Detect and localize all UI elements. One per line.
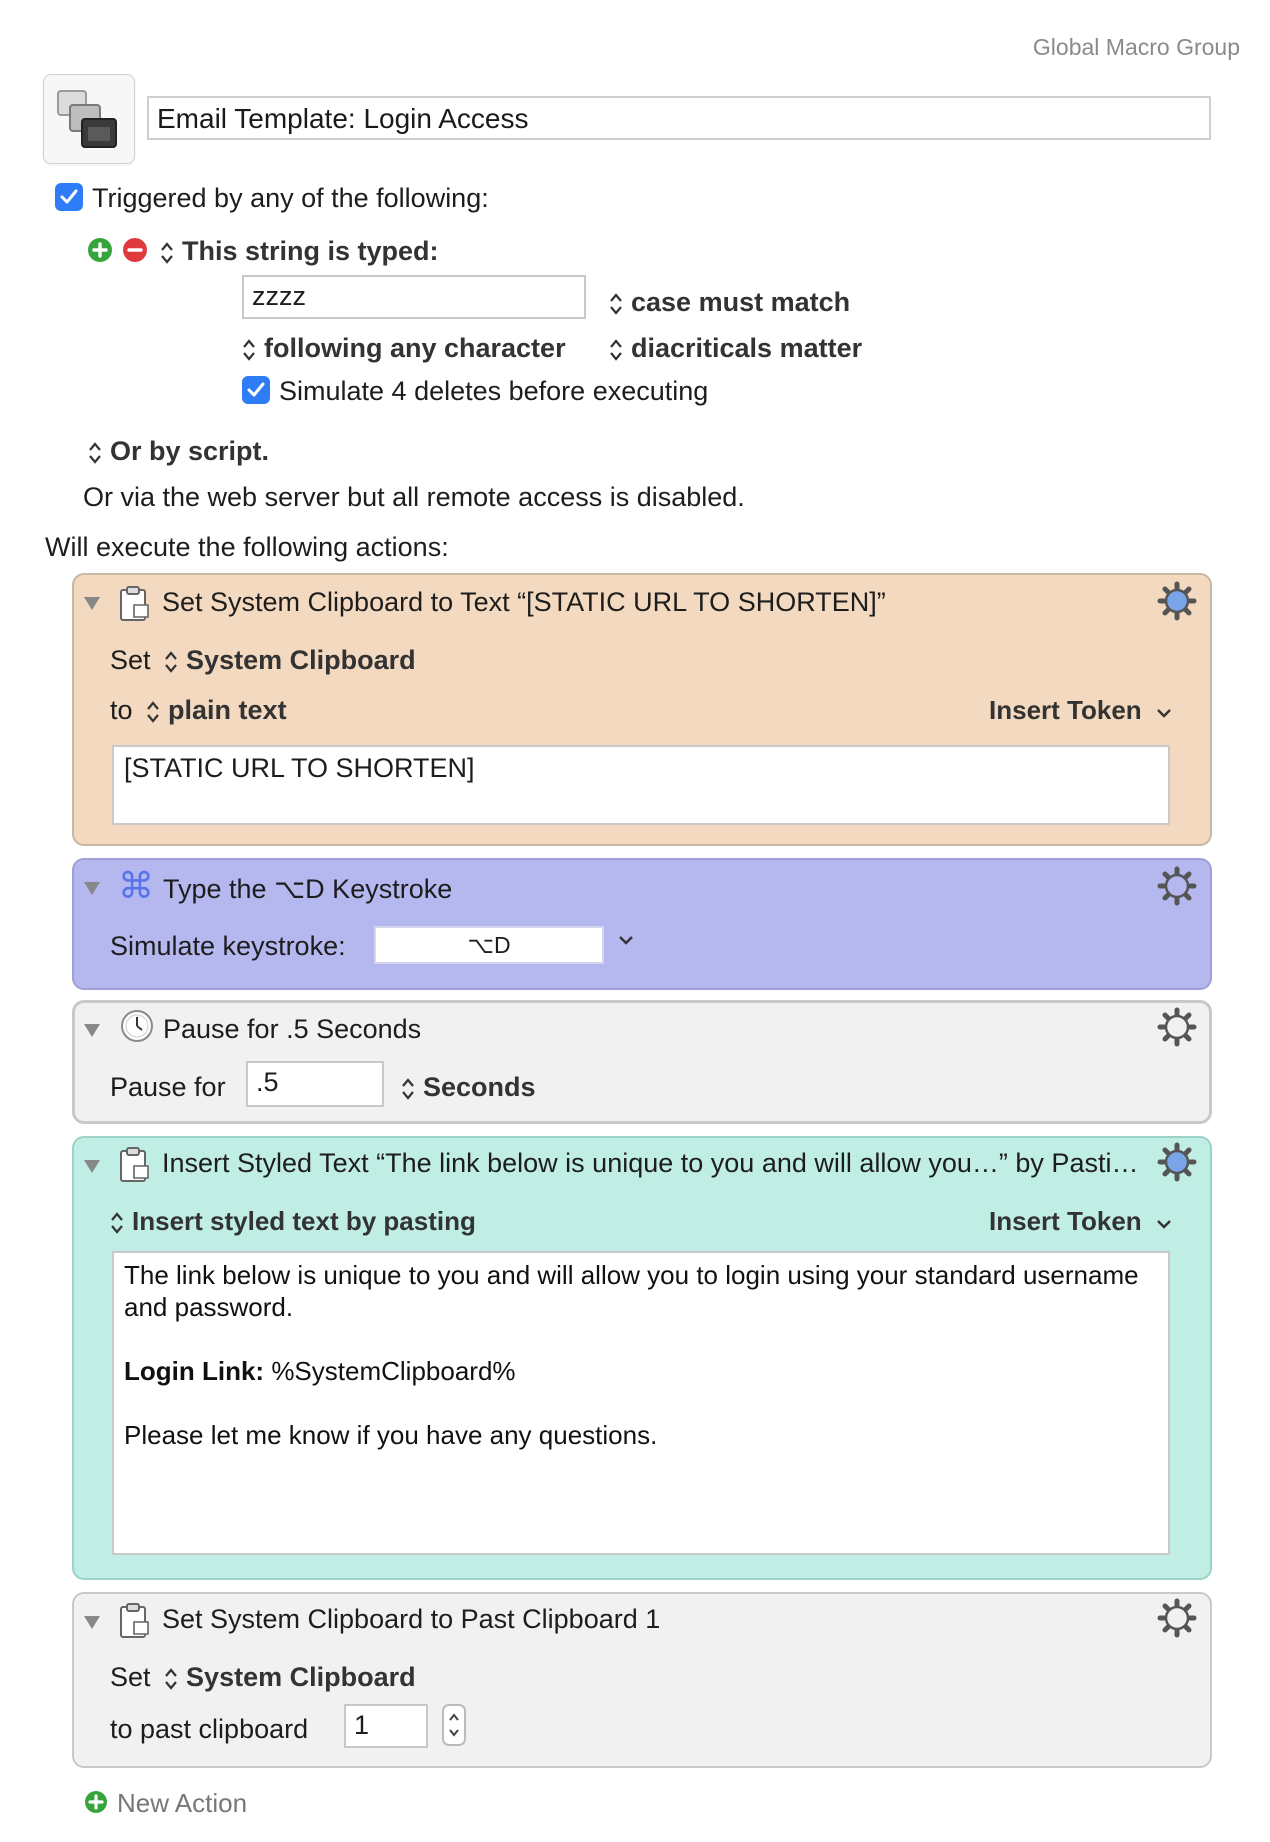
gear-icon[interactable]	[1157, 1007, 1197, 1047]
gear-icon[interactable]	[1157, 1142, 1197, 1182]
index-stepper[interactable]	[442, 1704, 466, 1746]
clipboard-icon	[118, 585, 150, 623]
simulate-deletes-label: Simulate 4 deletes before executing	[279, 376, 709, 406]
clipboard-target-label: System Clipboard	[186, 645, 416, 675]
typed-string-field[interactable]: zzzz	[242, 275, 586, 319]
stepper-icon	[242, 338, 256, 362]
clipboard-target-popup[interactable]	[164, 1662, 416, 1692]
keystroke-field[interactable]: ⌥D	[374, 926, 604, 964]
paste-mode-label: Insert styled text by pasting	[132, 1206, 476, 1236]
disclosure-triangle-icon[interactable]	[84, 597, 100, 610]
macro-windows-icon[interactable]	[43, 74, 135, 164]
command-icon: ⌘	[118, 865, 154, 906]
macro-group-label: Global Macro Group	[1032, 34, 1240, 60]
diacriticals-option-popup[interactable]	[609, 333, 862, 364]
disclosure-triangle-icon[interactable]	[84, 1616, 100, 1629]
gear-icon[interactable]	[1157, 866, 1197, 906]
remove-trigger-icon[interactable]	[122, 237, 148, 263]
styled-text-line: The link below is unique to you and will allow you to login using your standard username and password.	[124, 1260, 1139, 1322]
text-format-popup[interactable]	[146, 695, 287, 725]
action-insert-styled-text[interactable]	[72, 1136, 1212, 1580]
trigger-type-label: This string is typed:	[182, 236, 439, 266]
diacriticals-option-label: diacriticals matter	[631, 333, 863, 363]
clipboard-target-label: System Clipboard	[186, 1662, 416, 1692]
stepper-icon	[146, 700, 160, 724]
clipboard-target-popup[interactable]	[164, 645, 416, 675]
triggered-checkbox[interactable]	[55, 183, 83, 211]
insert-token-menu[interactable]	[989, 695, 1173, 726]
add-trigger-icon[interactable]	[87, 237, 113, 263]
styled-text-line: Please let me know if you have any questions.	[124, 1420, 658, 1450]
paste-mode-popup[interactable]	[110, 1206, 476, 1237]
login-link-label: Login Link:	[124, 1356, 265, 1386]
new-action-icon[interactable]	[84, 1790, 108, 1814]
checkmark-icon	[246, 380, 266, 400]
past-clipboard-index-field[interactable]: 1	[344, 1704, 428, 1748]
time-unit-label: Seconds	[423, 1072, 536, 1102]
action-title: Set System Clipboard to Text “[STATIC URL TO SHORTEN]”	[162, 587, 886, 617]
web-server-text: Or via the web server but all remote access is disabled.	[83, 482, 745, 512]
insert-token-label: Insert Token	[989, 1206, 1142, 1236]
styled-text-editor[interactable]	[112, 1251, 1170, 1555]
macro-name-field[interactable]: Email Template: Login Access	[147, 96, 1211, 140]
stepper-arrows-icon	[444, 1706, 464, 1744]
following-option-popup[interactable]	[242, 333, 566, 364]
disclosure-triangle-icon[interactable]	[84, 882, 100, 895]
set-label: Set	[110, 1662, 151, 1692]
insert-token-label: Insert Token	[989, 695, 1142, 725]
chevron-down-icon	[1155, 1218, 1173, 1230]
chevron-down-icon	[1155, 707, 1173, 719]
triggered-label: Triggered by any of the following:	[92, 183, 489, 213]
checkmark-icon	[59, 187, 79, 207]
clipboard-text-area[interactable]: [STATIC URL TO SHORTEN]	[112, 745, 1170, 825]
action-type-keystroke[interactable]	[72, 858, 1212, 990]
stepper-icon	[88, 441, 102, 465]
actions-label: Will execute the following actions:	[45, 532, 449, 562]
clipboard-icon	[118, 1602, 150, 1640]
disclosure-triangle-icon[interactable]	[84, 1160, 100, 1173]
case-option-label: case must match	[631, 287, 851, 317]
stepper-icon	[609, 292, 623, 316]
to-label: to	[110, 695, 133, 725]
set-label: Set	[110, 645, 151, 675]
past-clipboard-label: to past clipboard	[110, 1714, 309, 1744]
pause-label: Pause for	[110, 1072, 226, 1102]
simulate-keystroke-label: Simulate keystroke:	[110, 931, 346, 961]
pause-duration-field[interactable]: .5	[246, 1061, 384, 1107]
or-by-script-label: Or by script.	[110, 436, 270, 466]
chevron-down-icon[interactable]	[617, 934, 635, 946]
following-option-label: following any character	[264, 333, 566, 363]
action-title: Pause for .5 Seconds	[163, 1014, 422, 1044]
trigger-type-popup[interactable]	[160, 236, 439, 267]
clock-icon	[120, 1009, 154, 1043]
action-set-clipboard-text[interactable]	[72, 573, 1212, 846]
case-option-popup[interactable]	[609, 287, 850, 318]
text-format-label: plain text	[168, 695, 287, 725]
stepper-icon	[401, 1077, 415, 1101]
simulate-deletes-checkbox[interactable]	[242, 376, 270, 404]
time-unit-popup[interactable]	[401, 1072, 536, 1103]
disclosure-triangle-icon[interactable]	[84, 1024, 100, 1037]
action-title: Set System Clipboard to Past Clipboard 1	[162, 1604, 661, 1634]
action-title: Insert Styled Text “The link below is unique to you and will allow you…” by Pasti…	[162, 1148, 1139, 1178]
insert-token-menu[interactable]	[989, 1206, 1173, 1237]
stepper-icon	[160, 241, 174, 265]
styled-text-line	[124, 1355, 1158, 1387]
gear-icon[interactable]	[1157, 581, 1197, 621]
action-title: Type the ⌥D Keystroke	[163, 874, 453, 904]
or-by-script-popup[interactable]	[88, 436, 269, 467]
stepper-icon	[164, 1667, 178, 1691]
action-pause[interactable]	[72, 1000, 1212, 1124]
new-action-button[interactable]: New Action	[117, 1788, 248, 1818]
stepper-icon	[164, 650, 178, 674]
login-link-token: %SystemClipboard%	[264, 1356, 516, 1386]
clipboard-icon	[118, 1146, 150, 1184]
gear-icon[interactable]	[1157, 1598, 1197, 1638]
action-set-clipboard-past[interactable]	[72, 1592, 1212, 1768]
stepper-icon	[110, 1211, 124, 1235]
stepper-icon	[609, 338, 623, 362]
